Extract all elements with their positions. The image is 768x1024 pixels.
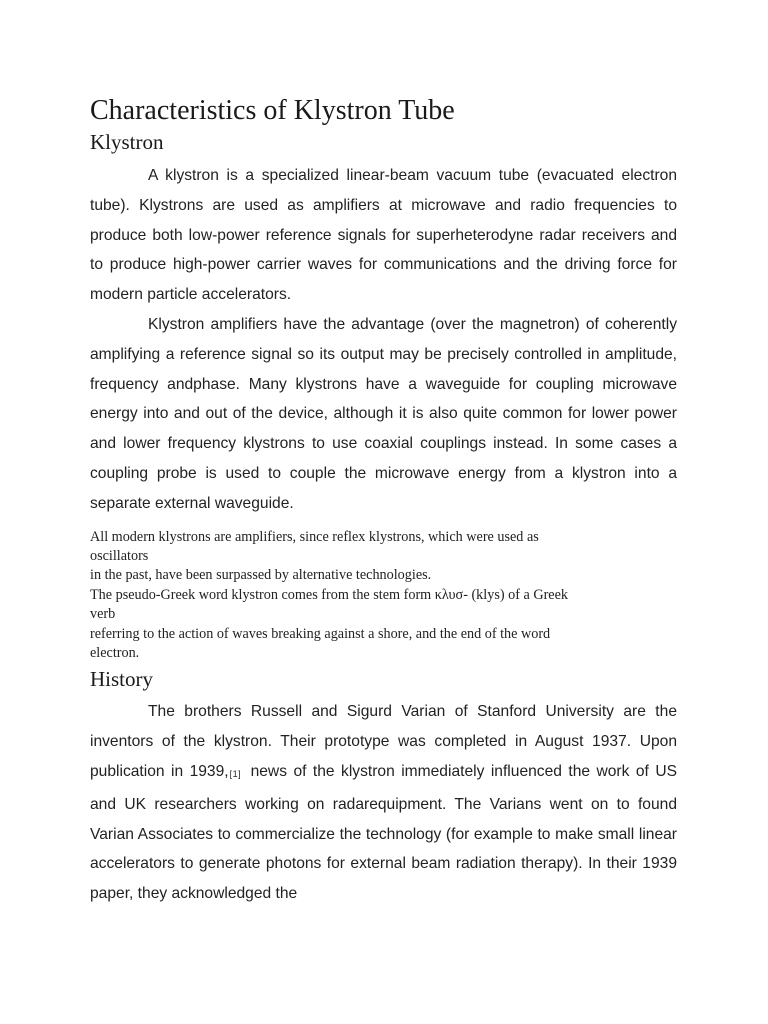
history-text-start: The brothers Russell and Sigurd Varian of Stanford University are the inventors of the klystron. Their prototype was completed in August 1937. Upon publication in 1939,: [90, 703, 677, 780]
klystron-paragraph-2: Klystron amplifiers have the advantage (over the magnetron) of coherently amplifying a reference signal so its output may be precisely controlled in amplitude, frequency andphase. Many klystrons have a waveguide for coupling microwave energy into and out of the device, although it is also quite common for lower power and lower frequency klystrons to use coaxial couplings instead. In some cases a coupling probe is used to couple the microwave energy from a klystron into a separate external waveguide.: [90, 315, 677, 512]
section-heading-history: History: [90, 667, 153, 692]
note-line: in the past, have been surpassed by alternative technologies.: [90, 567, 432, 584]
citation-marker[interactable]: [1]: [229, 769, 242, 779]
note-line: verb: [90, 606, 116, 623]
note-line: electron.: [90, 645, 140, 661]
note-line: referring to the action of waves breaking against a shore, and the end of the word: [90, 625, 551, 642]
note-line: All modern klystrons are amplifiers, since reflex klystrons, which were used as: [90, 528, 539, 545]
history-text-end: news of the klystron immediately influenced the work of US and UK researchers working on radarequipment. The Varians went on to found Varian Associates to commercialize the technology (for example to make small linear accelerators to generate photons for external beam radiation therapy). In their 1939 paper, they acknowledged the: [90, 763, 677, 903]
klystron-notes: [90, 528, 677, 664]
note-line: oscillators: [90, 547, 149, 564]
section-heading-klystron: Klystron: [90, 130, 164, 154]
history-paragraph: [90, 697, 677, 909]
note-line: The pseudo-Greek word klystron comes from the stem form κλυσ- (klys) of a Greek: [90, 586, 568, 603]
klystron-paragraph-1: A klystron is a specialized linear-beam vacuum tube (evacuated electron tube). Klystrons are used as amplifiers at microwave and radio frequencies to produce both low-power reference signals for superheterodyne radar receivers and to produce high-power carrier waves for communications and the driving force for modern particle accelerators.: [90, 167, 677, 304]
page-title: Characteristics of Klystron Tube: [90, 95, 455, 126]
document-page: [90, 92, 677, 909]
